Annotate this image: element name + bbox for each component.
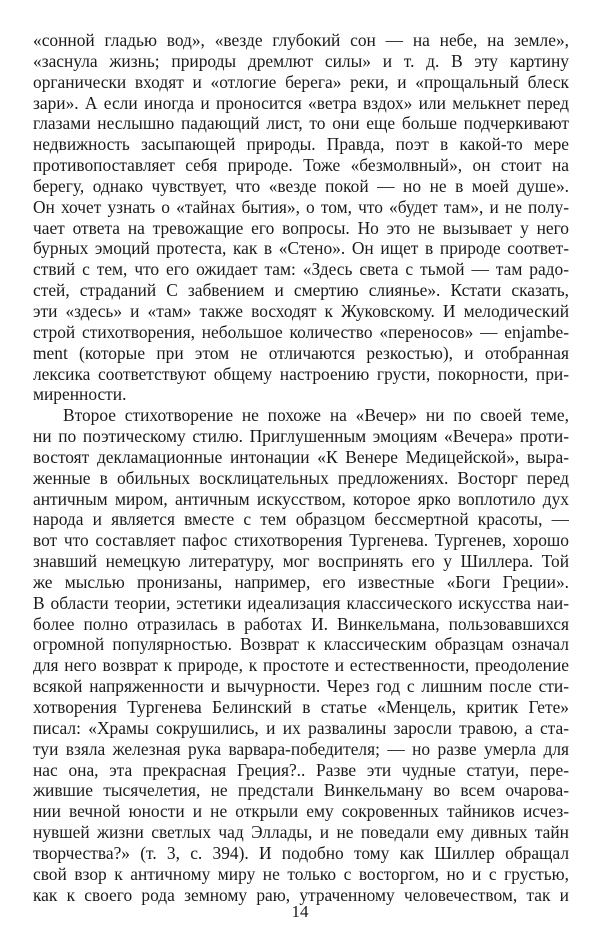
paragraph-2 <box>33 405 569 905</box>
text-line: творчества?» (т. 3, с. 394). И подобно тому как Шиллер обращал <box>33 842 569 863</box>
page-body <box>33 30 569 905</box>
text-line: же мыслью пронизаны, например, его известные «Боги Греции». <box>33 571 569 592</box>
text-line: органически входят и «отлогие берега» реки, и «прощальный блеск <box>33 71 569 92</box>
text-line: вот что составляет пафос стихотворения Тургенева. Тургенев, хорошо <box>33 530 569 551</box>
text-line: для него возврат к природе, к простоте и естественности, преодоление <box>33 655 569 676</box>
text-line: «заснула жизнь; природы дремлют силы» и т. д. В эту картину <box>33 50 569 71</box>
text-line: Второе стихотворение не похоже на «Вечер» ни по своей теме, <box>63 405 569 426</box>
text-line: свой взор к античному миру не только с восторгом, но и с грустью, <box>33 863 569 884</box>
text-line: лексика соответствуют общему настроению грусти, покорности, при- <box>33 363 569 384</box>
text-line: стей, страданий С забвением и смертию слиянье». Кстати сказать, <box>33 280 569 301</box>
text-line: В области теории, эстетики идеализация классического искусства наи- <box>33 592 569 613</box>
text-line: нас она, эта прекрасная Греция?.. Разве эти чудные статуи, пере- <box>33 759 569 780</box>
text-line: глазами неслышно падающий лист, то они еще больше подчеркивают <box>33 113 569 134</box>
text-line: более полно отразилась в работах И. Винкельмана, пользовавшихся <box>33 613 569 634</box>
text-line: зари». А если иногда и проносится «ветра вздох» или мелькнет перед <box>33 92 569 113</box>
text-line: Он хочет узнать о «тайнах бытия», о том, что «будет там», и не полу- <box>33 196 569 217</box>
text-line: огромной популярностью. Возврат к классическим образцам означал <box>33 634 569 655</box>
text-line: чает ответа на тревожащие его вопросы. Но это не вызывает у него <box>33 217 569 238</box>
text-line: ment (которые при этом не отличаются резкостью), и отобранная <box>33 342 569 363</box>
text-line: хотворения Тургенева Белинский в статье «Менцель, критик Гете» <box>33 697 569 717</box>
text-line: как к своего рода земному раю, утраченному человечеством, так и <box>33 884 569 905</box>
text-line: писал: «Храмы сокрушились, и их развалины заросли травою, а ста- <box>33 717 569 738</box>
text-line: берегу, однако чувствует, что «везде покой — но не в моей душе». <box>33 175 569 196</box>
text-line: «сонной гладью вод», «везде глубокий сон — на небе, на земле», <box>33 30 569 50</box>
text-line: противопоставляет себя природе. Тоже «безмолвный», он стоит на <box>33 155 569 176</box>
text-line: миренности. <box>33 384 127 405</box>
text-line: античным миром, античным искусством, которое ярко воплотило дух <box>33 488 569 509</box>
text-line: туи взяла железная рука варвара-победителя; — но разве умерла для <box>33 738 569 759</box>
text-line: бурных эмоций протеста, как в «Стено». Он ищет в природе соответ- <box>33 238 569 259</box>
text-line: нии вечной юности и не открыли ему сокровенных тайников исчез- <box>33 801 569 822</box>
text-line: востоят декламационные интонации «К Венере Медицейской», выра- <box>33 446 569 467</box>
text-line: недвижность засыпающей природы. Правда, поэт в какой-то мере <box>33 134 569 155</box>
text-line: строй стихотворения, небольшое количество «переносов» — enjambe- <box>33 321 569 342</box>
page-number: 14 <box>291 902 309 921</box>
text-line: жившие тысячелетия, не предстали Винкельману во всем очарова- <box>33 780 569 801</box>
text-line: знавший немецкую литературу, мог воспринять его у Шиллера. Той <box>33 551 569 572</box>
text-line: ствий с тем, что его ожидает там: «Здесь света с тьмой — там радо- <box>33 259 569 280</box>
text-line: эти «здесь» и «там» также восходят к Жуковскому. И мелодический <box>33 300 569 321</box>
text-line: народа и является вместе с тем образцом бессмертной красоты, — <box>33 509 569 530</box>
text-line: ни по поэтическому стилю. Приглушенным эмоциям «Вечера» проти- <box>33 426 569 447</box>
text-line: нувшей жизни светлых чад Эллады, и не поведали ему дивных тайн <box>33 822 569 843</box>
paragraph-1 <box>33 30 569 405</box>
text-line: женные в обильных восклицательных предложениях. Восторг перед <box>33 467 569 488</box>
text-line: всякой напряженности и вычурности. Через год с лишним после сти- <box>33 676 569 697</box>
